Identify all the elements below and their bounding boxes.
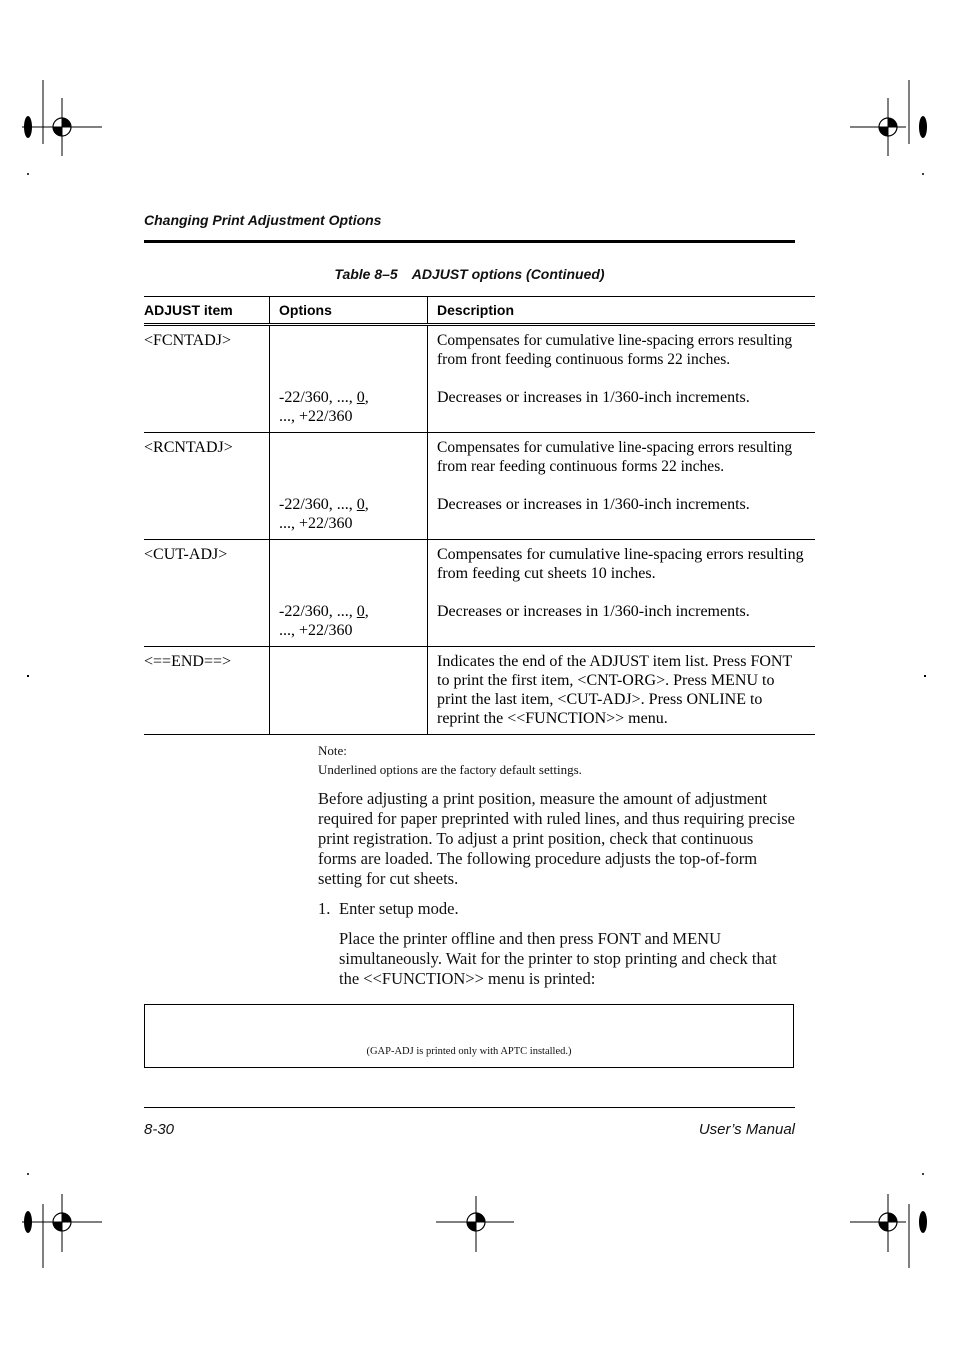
page-number: 8-30 [144, 1121, 175, 1138]
menu-printout-note: (GAP-ADJ is printed only with APTC installed.) [366, 1046, 572, 1057]
column-header-description: Description [428, 297, 816, 325]
default-option: 0 [356, 389, 365, 406]
column-header-options: Options [270, 297, 428, 325]
table-row-end [144, 647, 815, 735]
table-row-cut-adj [144, 540, 815, 647]
options-range: -22/360, ..., 0, ..., +22/360 [279, 496, 369, 532]
registration-mark-bottom-center [436, 1196, 516, 1256]
options-range: -22/360, ..., 0, ..., +22/360 [279, 389, 369, 425]
adjust-item: <RCNTADJ> [144, 439, 233, 456]
description-text: Compensates for cumulative line-spacing errors resulting from front feeding continuous forms 22 inches. [437, 332, 793, 368]
description-text: Compensates for cumulative line-spacing errors resulting from feeding cut sheets 10 inches. [437, 546, 804, 582]
running-head: Changing Print Adjustment Options [144, 212, 382, 228]
adjust-item: <FCNTADJ> [144, 332, 231, 349]
description-text: Compensates for cumulative line-spacing errors resulting from rear feeding continuous forms 22 inches. [437, 439, 793, 475]
default-option: 0 [356, 603, 365, 620]
registration-mark-top-right [850, 80, 932, 180]
note-text: Underlined options are the factory default settings. [318, 762, 582, 777]
step-number: 1. [318, 899, 331, 918]
adjust-options-table [144, 296, 815, 735]
table-caption-number: Table 8–5 [334, 266, 398, 282]
crop-dot-right [924, 675, 926, 677]
table-caption-title: ADJUST options (Continued) [411, 266, 605, 282]
registration-mark-bottom-right [850, 1170, 932, 1270]
table-row-fcntadj [144, 325, 815, 433]
option-description-text: Decreases or increases in 1/360-inch increments. [437, 603, 750, 620]
registration-mark-bottom-left [22, 1170, 104, 1270]
table-header-row [144, 297, 815, 325]
adjust-item: <==END==> [144, 653, 232, 670]
step-paragraph: Place the printer offline and then press FONT and MENU simultaneously. Wait for the printer to stop printing and check that the <<FUNCTION>> menu is printed: [339, 929, 777, 988]
footer-rule [144, 1107, 795, 1108]
options-range: -22/360, ..., 0, ..., +22/360 [279, 603, 369, 639]
adjust-item: <CUT-ADJ> [144, 546, 228, 563]
step-text: Enter setup mode. [339, 899, 459, 918]
option-description-text: Decreases or increases in 1/360-inch increments. [437, 389, 750, 406]
default-option: 0 [356, 496, 365, 513]
header-rule [144, 240, 795, 243]
table-caption [144, 266, 795, 282]
note-label: Note: [318, 743, 347, 758]
table-row-rcntadj [144, 433, 815, 540]
manual-title: User’s Manual [698, 1121, 795, 1138]
option-description-text: Decreases or increases in 1/360-inch increments. [437, 496, 750, 513]
menu-printout-box [144, 1004, 794, 1068]
crop-dot-left [27, 675, 29, 677]
registration-mark-top-left [22, 80, 104, 180]
body-paragraph: Before adjusting a print position, measure the amount of adjustment required for paper preprinted with ruled lines, and thus requiring precise print registration. To adjust a print position, check that continuous forms are loaded. The following procedure adjusts the top-of-form setting for cut sheets. [318, 789, 795, 888]
column-header-adjust-item: ADJUST item [144, 297, 270, 325]
description-text: Indicates the end of the ADJUST item list. Press FONT to print the first item, <CNT-ORG>. Press MENU to print the last item, <CUT-ADJ>. Press ONLINE to reprint the <<FUNCTION>> menu. [437, 653, 792, 727]
